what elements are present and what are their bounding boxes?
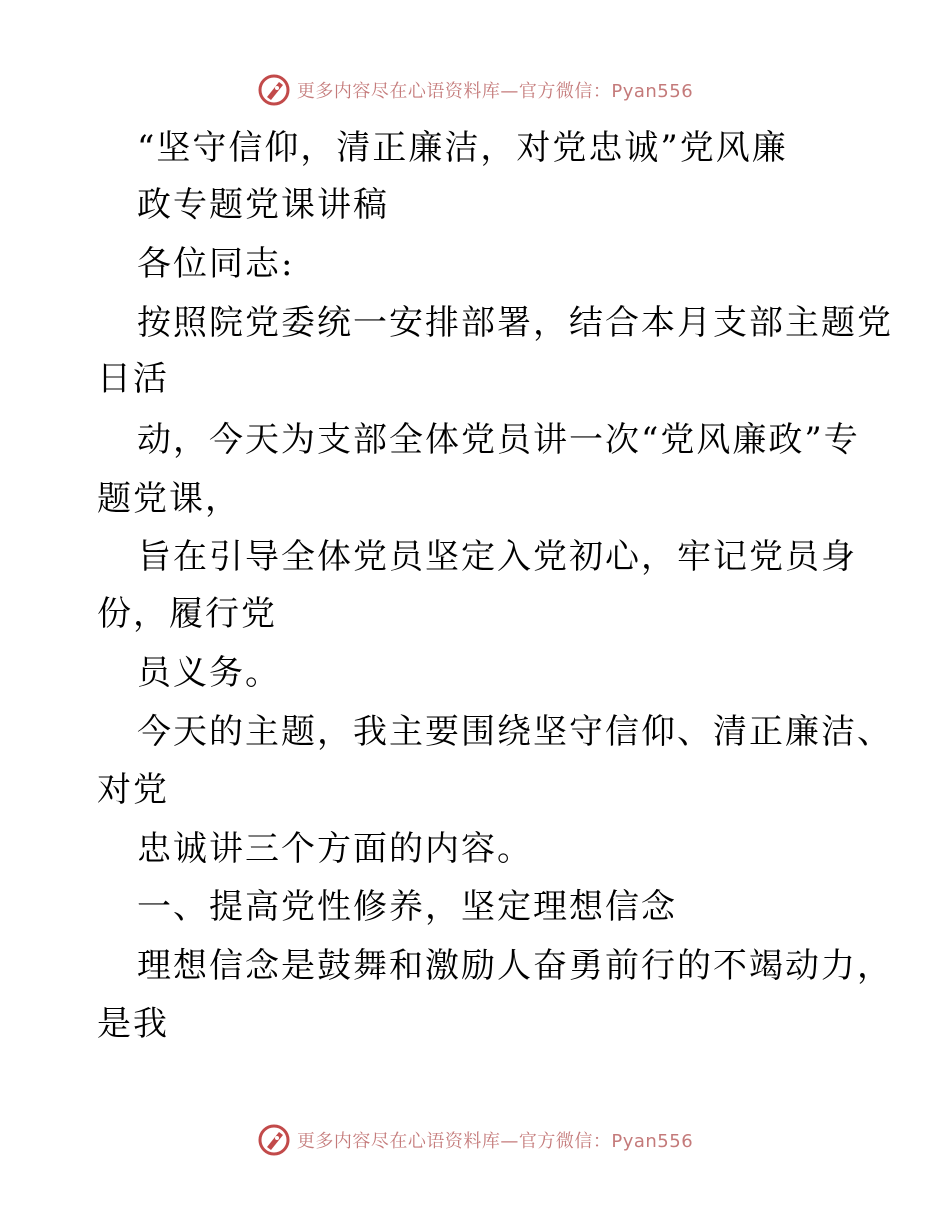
- salutation: 各位同志:: [137, 244, 295, 284]
- title-line-1: “坚守信仰，清正廉洁，对党忠诚”党风廉: [137, 128, 788, 168]
- paragraph-line: 是我: [97, 1004, 169, 1044]
- paragraph-line: 日活: [97, 359, 169, 399]
- section-heading: 一、提高党性修养，坚定理想信念: [137, 887, 677, 927]
- paragraph-line: 按照院党委统一安排部署，结合本月支部主题党: [137, 303, 893, 343]
- pen-nib-circle-icon: [257, 1123, 291, 1157]
- watermark-text: 更多内容尽在心语资料库—官方微信：Pyan556: [296, 81, 694, 102]
- paragraph-line: 旨在引导全体党员坚定入党初心，牢记党员身: [137, 537, 857, 577]
- pen-nib-circle-icon: [257, 73, 291, 107]
- watermark-banner-bottom: [0, 1120, 950, 1160]
- paragraph-line: 动，今天为支部全体党员讲一次“党风廉政”专: [137, 420, 860, 460]
- watermark-banner-top: [0, 70, 950, 110]
- paragraph-line: 对党: [97, 770, 169, 810]
- paragraph-line: 理想信念是鼓舞和激励人奋勇前行的不竭动力，: [137, 946, 893, 986]
- title-line-2: 政专题党课讲稿: [137, 185, 389, 225]
- paragraph-line: 今天的主题，我主要围绕坚守信仰、清正廉洁、: [137, 712, 893, 752]
- paragraph-line: 员义务。: [137, 653, 281, 693]
- paragraph-line: 份，履行党: [97, 594, 277, 634]
- paragraph-line: 忠诚讲三个方面的内容。: [137, 829, 533, 869]
- watermark-text: 更多内容尽在心语资料库—官方微信：Pyan556: [296, 1131, 694, 1152]
- paragraph-line: 题党课，: [97, 479, 241, 519]
